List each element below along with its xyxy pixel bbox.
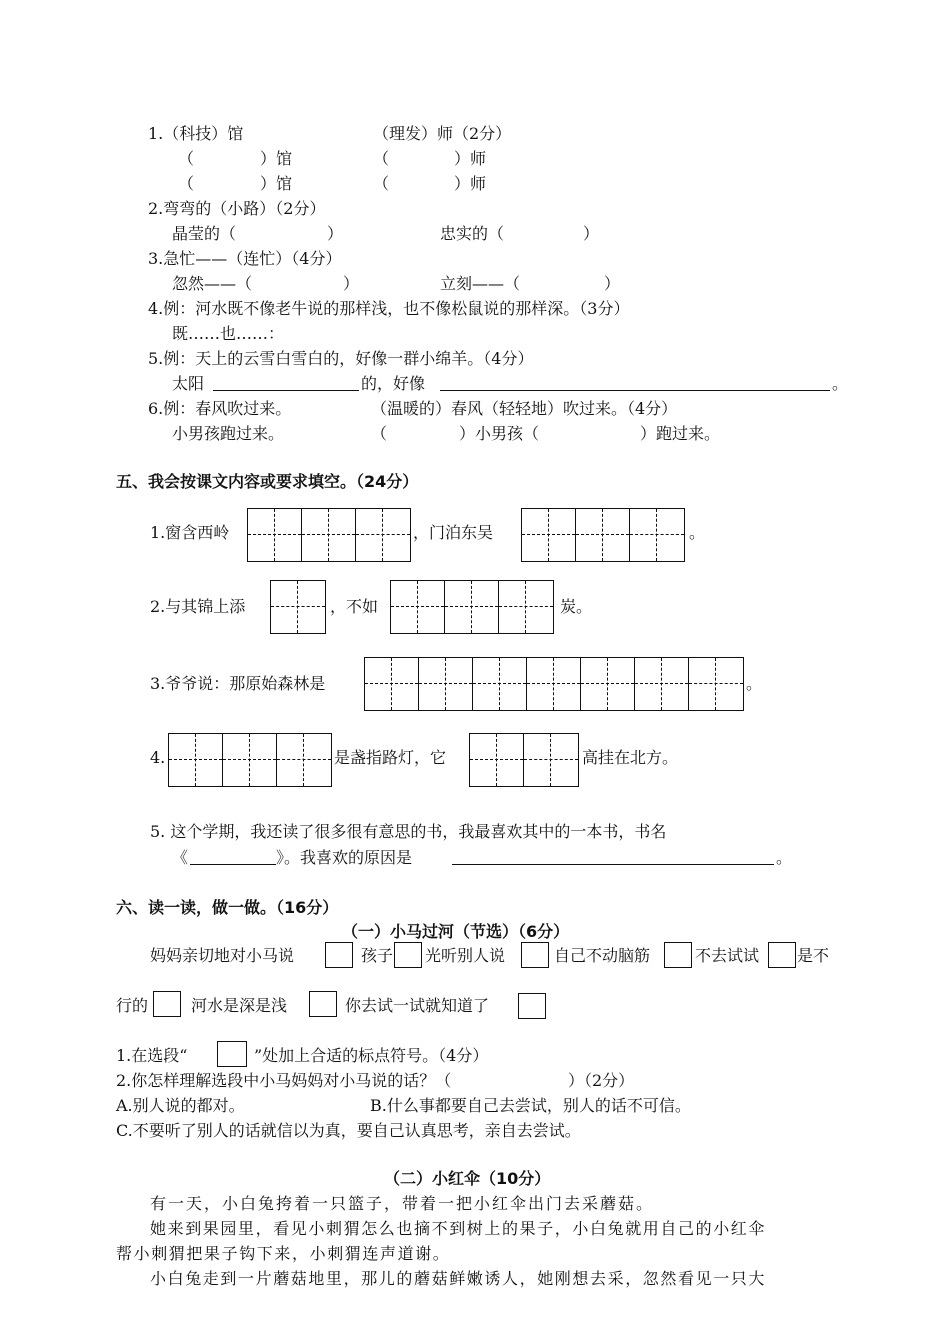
q6-example: （温暖的）春风（轻轻地）吹过来。（4分） — [371, 399, 678, 418]
punctuation-box[interactable] — [664, 942, 692, 968]
grid-cell[interactable] — [576, 509, 630, 561]
passage-text: 行的 — [116, 996, 149, 1015]
grid-cell[interactable] — [248, 509, 302, 561]
q1-blank-close: ）馆 — [260, 174, 293, 193]
grid-cell[interactable] — [630, 509, 684, 561]
p1-q1-b: ”处加上合适的标点符号。（4分） — [254, 1046, 489, 1065]
option-b: B.什么事都要自己去尝试，别人的话不可信。 — [370, 1096, 691, 1115]
passage-text: 妈妈亲切地对小马说 — [150, 946, 295, 965]
q5-blank-2[interactable] — [440, 390, 830, 391]
grid-cell[interactable] — [277, 734, 331, 786]
punctuation-box[interactable] — [153, 991, 181, 1017]
passage-text: 你去试一试就知道了 — [345, 996, 490, 1015]
q3-b-close: ） — [604, 274, 621, 293]
grid-cell[interactable] — [223, 734, 277, 786]
q1-blank-close: ）师 — [454, 174, 487, 193]
punctuation-box[interactable] — [325, 942, 353, 968]
q1-prompt-b: （理发）师（2分） — [373, 124, 512, 143]
grid-cell[interactable] — [527, 658, 581, 710]
passage-text: 河水是深是浅 — [191, 996, 288, 1015]
passage-2-para-3: 小白兔走到一片蘑菇地里，那儿的蘑菇鲜嫩诱人，她刚想去采，忽然看见一只大 — [150, 1269, 767, 1288]
s5-q2-c: 炭。 — [560, 597, 593, 616]
q1-blank-open: （ — [178, 149, 195, 168]
grid-cell[interactable] — [522, 509, 576, 561]
grid-cell[interactable] — [689, 658, 743, 710]
s5-q2-b: ，不如 — [330, 597, 379, 616]
s5-q3-b: 。 — [746, 674, 763, 693]
section-5-title: 五、我会按课文内容或要求填空。（24分） — [116, 472, 419, 491]
passage-2-para-2-cont: 帮小刺猬把果子钩下来，小刺猬连声道谢。 — [116, 1244, 451, 1263]
s5-q4-b: 是盏指路灯，它 — [334, 748, 447, 767]
punctuation-box[interactable] — [394, 942, 422, 968]
answer-grid[interactable] — [469, 733, 579, 787]
section-6-title: 六、读一读，做一做。（16分） — [116, 898, 339, 917]
q5-b: 的，好像 — [361, 374, 426, 393]
q6-d: ）跑过来。 — [640, 424, 721, 443]
answer-grid[interactable] — [270, 580, 326, 634]
p1-q2: 2.你怎样理解选段中小马妈妈对小马说的话？（ — [116, 1071, 452, 1090]
p1-q2-b: ）（2分） — [568, 1071, 635, 1090]
s5-q4-a: 4. — [150, 748, 166, 767]
passage-text: 不去试试 — [695, 946, 760, 965]
grid-cell[interactable] — [635, 658, 689, 710]
passage-text: 孩子 — [361, 946, 394, 965]
grid-cell[interactable] — [169, 734, 223, 786]
grid-cell[interactable] — [470, 734, 524, 786]
q3-a: 忽然——（ — [172, 274, 253, 293]
punctuation-box[interactable] — [768, 942, 796, 968]
grid-cell[interactable] — [391, 581, 445, 633]
grid-cell[interactable] — [581, 658, 635, 710]
q5-prompt: 5.例：天上的云雪白雪白的，好像一群小绵羊。（4分） — [148, 349, 534, 368]
s5-q3-a: 3.爷爷说：那原始森林是 — [150, 674, 326, 693]
passage-2-para-2: 她来到果园里，看见小刺猬怎么也摘不到树上的果子，小白兔就用自己的小红伞 — [150, 1219, 767, 1238]
q4-prompt: 4.例：河水既不像老牛说的那样浅，也不像松鼠说的那样深。（3分） — [148, 299, 630, 318]
q1-blank-close: ）师 — [454, 149, 487, 168]
q5-c: 。 — [832, 374, 849, 393]
option-a: A.别人说的都对。 — [116, 1096, 245, 1115]
s5-q1-a: 1.窗含西岭 — [150, 523, 230, 542]
grid-cell[interactable] — [271, 581, 325, 633]
reason-blank[interactable] — [452, 864, 774, 865]
q1-blank-close: ）馆 — [260, 149, 293, 168]
sample-box — [217, 1041, 247, 1067]
q2-b-close: ） — [583, 224, 600, 243]
s5-q5-a: 《 — [172, 848, 189, 867]
answer-grid[interactable] — [247, 508, 411, 562]
s5-q1-c: 。 — [689, 523, 706, 542]
s5-q1-b: ，门泊东吴 — [413, 523, 494, 542]
q2-prompt: 2.弯弯的（小路）（2分） — [148, 199, 326, 218]
s5-q2-a: 2.与其锦上添 — [150, 597, 246, 616]
q6-c: ）小男孩（ — [459, 424, 540, 443]
q2-a: 晶莹的（ — [172, 224, 237, 243]
q5-blank-1[interactable] — [213, 390, 359, 391]
p1-q1-a: 1.在选段“ — [116, 1046, 188, 1065]
q1-blank-open: （ — [373, 149, 390, 168]
s5-q4-c: 高挂在北方。 — [582, 748, 679, 767]
option-c: C.不要听了别人的话就信以为真，要自己认真思考，亲自去尝试。 — [116, 1121, 581, 1140]
q4-answer-label: 既……也……： — [172, 324, 285, 343]
s5-q5-c: 。 — [776, 848, 793, 867]
q1-blank-open: （ — [178, 174, 195, 193]
punctuation-box[interactable] — [309, 991, 337, 1017]
book-title-blank[interactable] — [190, 864, 276, 865]
passage-text: 自己不动脑筋 — [554, 946, 651, 965]
grid-cell[interactable] — [365, 658, 419, 710]
grid-cell[interactable] — [302, 509, 356, 561]
grid-cell[interactable] — [499, 581, 553, 633]
s5-q5-b: 》。我喜欢的原因是 — [276, 848, 413, 867]
grid-cell[interactable] — [473, 658, 527, 710]
q3-prompt: 3.急忙——（连忙）（4分） — [148, 249, 342, 268]
punctuation-box[interactable] — [518, 993, 546, 1019]
passage-text: 是不 — [797, 946, 830, 965]
q2-a-close: ） — [327, 224, 344, 243]
passage-2-para-1: 有一天，小白兔挎着一只篮子，带着一把小红伞出门去采蘑菇。 — [150, 1194, 655, 1213]
q6-a: 小男孩跑过来。 — [172, 424, 285, 443]
answer-grid[interactable] — [521, 508, 685, 562]
passage-1-title: （一）小马过河（节选）（6分） — [342, 922, 570, 941]
q1-blank-open: （ — [373, 174, 390, 193]
q5-a: 太阳 — [172, 374, 205, 393]
q3-b: 立刻——（ — [440, 274, 521, 293]
passage-2-title: （二）小红伞（10分） — [384, 1169, 551, 1188]
q6-prompt: 6.例：春风吹过来。 — [148, 399, 292, 418]
grid-cell[interactable] — [419, 658, 473, 710]
q1-prompt: 1.（科技）馆 — [148, 124, 244, 143]
q6-b: （ — [371, 424, 388, 443]
punctuation-box[interactable] — [521, 942, 549, 968]
q2-b: 忠实的（ — [440, 224, 505, 243]
answer-grid[interactable] — [364, 657, 744, 711]
grid-cell[interactable] — [445, 581, 499, 633]
grid-cell[interactable] — [356, 509, 410, 561]
answer-grid[interactable] — [168, 733, 332, 787]
q3-a-close: ） — [343, 274, 360, 293]
grid-cell[interactable] — [524, 734, 578, 786]
s5-q5-prompt: 5. 这个学期，我还读了很多很有意思的书，我最喜欢其中的一本书，书名 — [150, 822, 667, 841]
answer-grid[interactable] — [390, 580, 554, 634]
passage-text: 光听别人说 — [425, 946, 506, 965]
